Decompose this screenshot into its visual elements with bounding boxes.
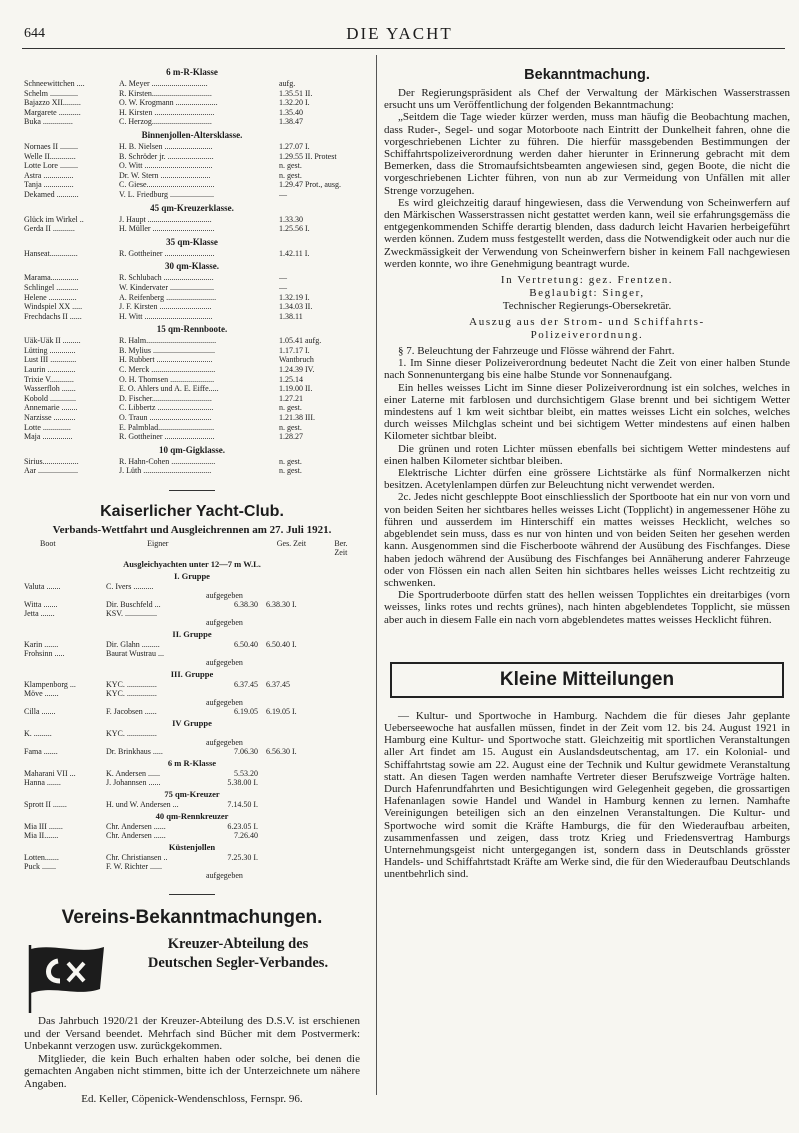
result-row: [24, 215, 360, 225]
kyc-result-row: [24, 800, 360, 809]
kyc-result-row: [24, 600, 360, 609]
status-note: aufgegeben: [206, 618, 243, 627]
kyc-result-row: [24, 707, 360, 716]
boat-name: Hanna .......: [24, 778, 61, 787]
ber-zeit: [266, 729, 360, 738]
result-row: [24, 161, 360, 171]
ber-zeit: [266, 831, 360, 840]
result-time: n. gest.: [279, 161, 302, 171]
result-row: [24, 224, 360, 234]
result-time: 1.34.03 II.: [279, 302, 313, 312]
result-row: [24, 346, 360, 356]
result-row: [24, 108, 360, 118]
boat-name: Möve .......: [24, 689, 59, 698]
ges-zeit: [192, 582, 266, 591]
boat-name: Marama..............: [24, 273, 79, 283]
pennant-flag-icon: [24, 941, 106, 1015]
ges-zeit: [192, 862, 266, 871]
boat-name: Aar ....................: [24, 466, 78, 476]
kyc-result-row: [24, 853, 360, 862]
vereins-signature: Ed. Keller, Cöpenick-Wendenschloss, Fernspr. 96.: [81, 1092, 303, 1105]
extract-heading: [384, 316, 790, 342]
owner-name: B. Schröder jr. .......................: [119, 151, 214, 161]
result-time: n. gest.: [279, 422, 302, 432]
owner-name: C. Merck ................................: [119, 365, 216, 375]
owner-name: H. Rubbert ............................: [119, 355, 213, 365]
boat-name: Uäk-Uäk II .........: [24, 336, 81, 346]
ber-zeit: 6.37.45: [266, 680, 290, 689]
result-row: [24, 190, 360, 200]
status-note: aufgegeben: [206, 871, 243, 880]
class-heading: Binnenjollen-Altersklasse.: [141, 129, 243, 140]
owner-name: Baurat Wustrau ...: [106, 649, 164, 658]
result-time: 1.24.39 IV.: [279, 365, 315, 375]
owner-name: C. Giese..................................: [119, 180, 215, 190]
ges-zeit: 6.19.05: [234, 707, 258, 716]
boat-name: Sirius..................: [24, 456, 79, 466]
result-row: [24, 413, 360, 423]
ber-zeit: 6.56.30 I.: [266, 747, 297, 756]
owner-name: B. Mylius ...............................: [119, 345, 216, 355]
boat-name: Kobold .............: [24, 393, 76, 403]
owner-name: KSV. ................: [106, 609, 157, 618]
extract-heading-line: Auszug aus der Strom- und Schiffahrts-: [469, 316, 705, 329]
boat-name: Bajazzo XII.........: [24, 98, 81, 108]
result-row: [24, 365, 360, 375]
group-heading: II. Gruppe: [172, 629, 212, 639]
boat-name: Puck .......: [24, 862, 56, 871]
owner-name: D. Fischer..............................: [119, 393, 212, 403]
owner-name: F. W. Richter ......: [106, 862, 163, 871]
kleine-paragraph: — Kultur- und Sportwoche in Hamburg. Nachdem die für dieses Jahr geplante Ueberseewoche hat ausfallen müssen, findet in der Zeit vom 12. bis 24. August 1921 in Hamburg eine Kultur- und Sportwoche statt. Gleichzeitig mit sportlichen Veranstaltungen aller Art findet am 15. August ein Auslandsdeutschentag, am 17. ein Kolonial- und Schiffahrtstag sowie am 22. August eine der Technik und Kultur gewidmete Veranstaltung statt. An diesen Tagen werden namhafte Vertreter dieser Berufszweige Vorträge halten. Durch Hafenrundfahrten und Besichtigungen wird Gelegenheit gegeben, die grossartigen Hafenanlagen sowie Handel und Wandel in Hamburg kennen zu lernen. Namhafte Vereinigungen beteiligen sich an den einzelnen Veranstaltungen. Die Kultur- und Sportwoche wird somit die Kräfte Hamburgs, die für den Wiederaufbau arbeiten, zusammenfassen und zeigen, dass trotz Krieg und Friedensvertrag Hamburgs Unternehmungsgeist nicht untergegangen ist, sondern dass in Deutschlands grösster Handels- und Schiffahrtstadt Kräfte am Werke sind, die für den Wiederaufbau Deutschlands unentbehrlich sind.: [384, 709, 790, 881]
result-time: 1.35.51 II.: [279, 88, 313, 98]
owner-name: J. Johannsen ......: [106, 778, 161, 787]
section-separator: [169, 490, 215, 491]
kyc-result-row: [24, 778, 360, 787]
ber-zeit: [266, 800, 360, 809]
owner-name: A. Meyer ............................: [119, 79, 208, 88]
bekanntmachung-paragraph: „Seitdem die Tage wieder kürzer werden, muss man häufig die Beobachtung machen, dass Ruder-, Segel- und sogar Motorboote nach Eintritt der Dunkelheit fahren, ohne die vorgeschriebenen Lichter zu führen. Die hierfür massgebenden Bestimmungen der Schiffahrtspolizeiverordnung werden daher hierunter in Erinnerung gebracht mit dem Bemerken, dass die Stromaufsichtsbeamten angewiesen sind, gegen Boote, die nicht die vorgeschriebenen Lichter führen, von nun ab zur Vermeidung von Unfällen mit aller Strenge vorzugehen.: [384, 111, 790, 197]
result-row: [24, 423, 360, 433]
ber-zeit: [266, 862, 360, 871]
result-row: [24, 273, 360, 283]
bekanntmachung-signature: [384, 274, 790, 313]
boat-name: Maharani VII ...: [24, 769, 76, 778]
boat-name: Schneewittchen ....: [24, 79, 85, 88]
bekanntmachung-text: [384, 87, 790, 270]
ges-zeit: 5.53.20: [234, 769, 258, 778]
status-note: aufgegeben: [206, 591, 243, 600]
result-time: 1.25.56 I.: [279, 224, 310, 234]
boat-name: Frohsinn .....: [24, 649, 65, 658]
boat-name: Trixie V............: [24, 374, 74, 384]
kyc-result-row: [24, 729, 360, 738]
header-rule: [22, 48, 785, 49]
owner-name: Dir. Buschfeld ...: [106, 600, 161, 609]
owner-name: Dr. Brinkhaus .....: [106, 747, 163, 756]
owner-name: O. H. Thomsen ......................: [119, 374, 215, 384]
ges-zeit: 6.50.40: [234, 640, 258, 649]
ges-zeit: 7.26.40: [234, 831, 258, 840]
owner-name: R. Schlubach .........................: [119, 273, 214, 283]
boat-name: Sprott II .......: [24, 800, 67, 809]
owner-name: Chr. Andersen ......: [106, 831, 166, 840]
result-time: 1.38.47: [279, 117, 303, 127]
boat-name: Schlingel ...........: [24, 282, 79, 292]
boat-name: Maja ...............: [24, 432, 73, 442]
kleine-mitteilungen-box: [390, 662, 784, 698]
kyc-result-row: [24, 831, 360, 840]
owner-name: F. Jacobsen ......: [106, 707, 157, 716]
kleine-text: [384, 710, 790, 881]
boat-name: Lotte ..............: [24, 422, 71, 432]
boat-name: K. .........: [24, 729, 52, 738]
result-time: 1.19.00 II.: [279, 384, 313, 394]
signature-line: Beglaubigt: Singer,: [529, 287, 645, 300]
ber-zeit: [266, 689, 360, 698]
result-time: —: [279, 189, 287, 199]
vereins-title: Vereins-Bekanntmachungen.: [61, 907, 323, 928]
kyc-result-row: [24, 680, 360, 689]
class-heading: 15 qm-Rennboote.: [156, 324, 228, 335]
owner-name: C. Libbertz ............................: [119, 403, 214, 413]
owner-name: H. und W. Andersen ...: [106, 800, 179, 809]
boat-name: Margarete ...........: [24, 107, 81, 117]
owner-name: J. F. Kirsten ..........................: [119, 302, 212, 312]
boat-name: Witta .......: [24, 600, 58, 609]
boat-name: Mia III .......: [24, 822, 63, 831]
boat-name: Nornaes II .........: [24, 141, 78, 151]
owner-name: Chr. Christiansen ..: [106, 853, 168, 862]
result-time: 1.29.47 Prot., ausg.: [279, 180, 341, 190]
owner-name: Chr. Andersen ......: [106, 822, 166, 831]
owner-name: R. Gottheiner .........................: [119, 432, 215, 442]
boat-name: Jetta .......: [24, 609, 55, 618]
kyc-column-headers: [24, 539, 360, 557]
result-time: 1.27.07 I.: [279, 141, 310, 151]
result-row: [24, 249, 360, 259]
result-row: [24, 312, 360, 322]
owner-name: J. Haupt ................................: [119, 214, 212, 224]
right-column: [384, 64, 790, 881]
boat-name: Buka ...............: [24, 117, 73, 127]
page-number: 644: [24, 26, 45, 41]
ber-zeit: [266, 778, 360, 787]
ges-zeit: 7.06.30: [234, 747, 258, 756]
result-time: 1.21.38 III.: [279, 413, 315, 423]
header-boot: Boot: [40, 539, 56, 548]
kyc-result-row: [24, 582, 360, 591]
kyc-result-row: [24, 689, 360, 698]
boat-name: Laurin ..............: [24, 365, 76, 375]
signature-line: In Vertretung: gez. Frentzen.: [500, 274, 674, 287]
vereins-text: [24, 1015, 360, 1091]
extract-paragraph: Ein helles weisses Licht im Sinne dieser Polizeiverordnung ist ein solches, welches in einer Laterne mit farblosen und durchsichtigem Glase brennt und bei sichtigem Wetter mindestens auf 1 km weit sichtbar bleibt, ein mattes weisses Licht ein solches, welches durch weisses Milchglas scheint und bei sichtigem Wetter mindestens auf einen halben Kilometer sichtbar bleibt.: [384, 381, 790, 443]
result-row: [24, 98, 360, 108]
group-heading: Küstenjollen: [168, 842, 216, 852]
result-time: 1.33.30: [279, 214, 303, 224]
result-time: n. gest.: [279, 466, 302, 476]
boat-name: Lütting .............: [24, 345, 76, 355]
kleine-mitteilungen-title: Kleine Mitteilungen: [499, 668, 675, 690]
ber-zeit: [266, 609, 360, 618]
owner-name: E. Palmblad............................: [119, 422, 215, 432]
boat-name: Narzisse ...........: [24, 413, 76, 423]
status-note: aufgegeben: [206, 658, 243, 667]
owner-name: H. Kirsten ..............................: [119, 107, 215, 117]
result-row: [24, 355, 360, 365]
result-row: [24, 142, 360, 152]
ber-zeit: 6.38.30 I.: [266, 600, 297, 609]
owner-name: O. W. Krogmann .....................: [119, 98, 218, 108]
bekanntmachung-paragraph: Der Regierungspräsident als Chef der Verwaltung der Märkischen Wasserstrassen ersucht uns um Veröffentlichung der folgenden Bekanntmachung:: [384, 87, 790, 112]
result-time: 1.05.41 aufg.: [279, 336, 322, 346]
vereins-section: [24, 907, 360, 1105]
result-row: [24, 117, 360, 127]
class-heading: 45 qm-Kreuzerklasse.: [150, 202, 234, 213]
kyc-result-row: [24, 609, 360, 618]
result-row: [24, 394, 360, 404]
ges-zeit: 7.25.30 I.: [227, 853, 258, 862]
extract-text: [384, 345, 790, 626]
kyc-result-row: [24, 769, 360, 778]
result-time: —: [279, 282, 287, 292]
kyc-groups: [24, 571, 360, 880]
result-time: n. gest.: [279, 456, 302, 466]
result-time: 1.27.21: [279, 393, 303, 403]
class-heading: 35 qm-Klasse: [166, 236, 218, 247]
kyc-result-row: [24, 649, 360, 658]
kyc-title: Kaiserlicher Yacht-Club.: [100, 503, 284, 520]
kyc-section: [24, 503, 360, 880]
vereins-paragraph: Das Jahrbuch 1920/21 der Kreuzer-Abteilung des D.S.V. ist erschienen und der Versand beendet. Mehrfach sind Bücher mit dem Postvermerk: Unbekannt verzogen usw. zurückgekommen.: [24, 1015, 360, 1053]
boat-name: Mia II.......: [24, 831, 59, 840]
owner-name: Dr. W. Stern .........................: [119, 170, 211, 180]
result-time: 1.29.55 II. Protest: [279, 151, 337, 161]
result-time: aufg.: [279, 79, 296, 88]
result-row: [24, 336, 360, 346]
boat-name: Dekamed ...........: [24, 189, 79, 199]
kyc-result-row: [24, 822, 360, 831]
kyc-result-row: [24, 862, 360, 871]
ges-zeit: [192, 649, 266, 658]
group-heading: 40 qm-Rennkreuzer: [155, 811, 229, 821]
result-time: 1.25.14: [279, 374, 303, 384]
boat-name: Lust III .............: [24, 355, 77, 365]
owner-name: H. B. Nielsen ........................: [119, 141, 213, 151]
boat-name: Gerda II ...........: [24, 224, 75, 234]
boat-name: Lotten.......: [24, 853, 59, 862]
boat-name: Karin .......: [24, 640, 59, 649]
header-ber-zeit: Ber. Zeit: [334, 539, 348, 557]
extract-paragraph: § 7. Beleuchtung der Fahrzeuge und Flösse während der Fahrt.: [398, 345, 675, 358]
status-note: aufgegeben: [206, 738, 243, 747]
group-heading: IV Gruppe: [172, 718, 212, 728]
result-time: n. gest.: [279, 403, 302, 413]
owner-name: KYC. ...............: [106, 680, 157, 689]
kyc-subtitle: Verbands-Wettfahrt und Ausgleichrennen am 27. Juli 1921.: [52, 524, 332, 536]
result-time: Wantbruch: [279, 355, 314, 365]
ges-zeit: 6.38.30: [234, 600, 258, 609]
kyc-result-row: [24, 747, 360, 756]
ber-zeit: 6.50.40 I.: [266, 640, 297, 649]
boat-name: Hanseat..............: [24, 248, 78, 258]
ges-zeit: 5.38.00 I.: [227, 778, 258, 787]
owner-name: R. Gottheiner .........................: [119, 248, 215, 258]
result-time: 1.28.27: [279, 432, 303, 442]
boat-name: Lotte Lore .........: [24, 161, 78, 171]
result-row: [24, 457, 360, 467]
owner-name: R. Hahn-Cohen ......................: [119, 456, 216, 466]
result-row: [24, 89, 360, 99]
result-row: [24, 152, 360, 162]
boat-name: Cilla .......: [24, 707, 56, 716]
ges-zeit: 6.23.05 I.: [227, 822, 258, 831]
owner-name: KYC. ...............: [106, 729, 157, 738]
result-time: 1.17.17 I.: [279, 345, 310, 355]
boat-name: Tanja ...............: [24, 180, 74, 190]
result-time: n. gest.: [279, 170, 302, 180]
ber-zeit: [266, 769, 360, 778]
result-row: [24, 375, 360, 385]
extract-paragraph: Die Sportruderboote dürfen statt des hellen weissen Topplichtes ein dreitarbiges (vorn weisses, links rotes und rechts grünes), nach hinten abgeblendetes Topplicht, sie müssen aber auch in diesem Falle ein nach vorn abgeblendetes mattes weisses Hecklicht führen.: [384, 589, 790, 626]
result-row: [24, 293, 360, 303]
group-heading: 75 qm-Kreuzer: [164, 789, 220, 799]
class-heading: 6 m-R-Klasse: [166, 67, 218, 77]
owner-name: J. Lüth ..................................: [119, 466, 212, 476]
kyc-main-heading: Ausgleichyachten unter 12—7 m W.L.: [123, 559, 261, 569]
group-heading: III. Gruppe: [170, 669, 214, 679]
owner-name: E. O. Ahlers und A. E. Eiffe.....: [119, 384, 219, 394]
ges-zeit: 6.37.45: [234, 680, 258, 689]
boat-name: Windspiel XX .....: [24, 302, 83, 312]
bekanntmachung-paragraph: Es wird gleichzeitig darauf hingewiesen, dass die Verwendung von Scheinwerfern auf den Märkischen Wasserstrassen nicht gestattet werden kann, weil sie erfahrungsgemäss die entgegenkommenden Schiffe derartig blenden, dass dadurch leicht Havarien herbeigeführt werden können. Zudem muss festgestellt werden, dass die Notwendigkeit oder auch nur die Zweckmässigkeit der Verwendung von Scheinwerfern bisher in keinem Fall nachgewiesen werden konnte, wo ihre Genehmigung beantragt wurde.: [384, 196, 790, 270]
extract-paragraph: 2c. Jedes nicht geschleppte Boot einschliesslich der Sportboote hat ein nur von vorn und von beiden Seiten her sichtbares helles weisses Licht (Topplicht) in angemessener Höhe zu führen und ausserdem im Hinterschiff ein mattes weisses Hecklicht, welches so abgeblendet sein muss, dass es nur von hinten und von beiden Seiten her gesehen werden kann. Ausgenommen sind die Fischerboote während der Ausübung des Fischfanges. Diese haben jedoch während der Ausübung des Fischfanges bei Annäherung anderer Fahrzeuge oder von Flössen ein nach allen Seiten hin sichtbares helles weisses Licht rechtzeitig zu schwenken.: [384, 491, 790, 589]
class-heading: 30 qm-Klasse.: [165, 261, 219, 272]
kreuzer-heading-1: Kreuzer-Abteilung des: [167, 936, 309, 952]
owner-name: C. Ivers ..........: [106, 582, 154, 591]
owner-name: R. Halm...................................: [119, 336, 217, 346]
owner-name: R. Kirsten..............................: [119, 88, 212, 98]
owner-name: H. Müller ...............................: [119, 224, 215, 234]
owner-name: C. Herzog..............................: [119, 117, 212, 127]
left-column: [24, 64, 360, 1105]
group-heading: I. Gruppe: [174, 571, 210, 581]
status-note: aufgegeben: [206, 698, 243, 707]
boat-name: Schelm ..............: [24, 88, 78, 98]
result-row: [24, 283, 360, 293]
owner-name: V. L. Friedburg ......................: [119, 189, 215, 199]
boat-name: Wasserfloh .......: [24, 384, 76, 394]
result-time: 1.38.11: [279, 311, 303, 321]
boat-name: Klampenborg ...: [24, 680, 76, 689]
vereins-paragraph: Mitglieder, die kein Buch erhalten haben oder solche, bei denen die gemachten Angaben nicht stimmen, bitte ich der Unterzeichnete um nähere Angaben.: [24, 1052, 360, 1090]
owner-name: K. Andersen ......: [106, 769, 160, 778]
kreuzer-heading-block: [24, 935, 360, 1015]
running-title: DIE YACHT: [346, 24, 453, 43]
extract-paragraph: Elektrische Lichter dürfen eine grössere Lichtstärke als fünf Normalkerzen nicht besitzen. Acetylenlampen dürfen zur Beleuchtung nicht verwendet werden.: [384, 467, 790, 492]
owner-name: Dir. Glahn .........: [106, 640, 160, 649]
group-heading: 6 m R-Klasse: [167, 758, 217, 768]
signature-line: Technischer Regierungs-Obersekretär.: [502, 300, 672, 313]
header-eigner: Eigner: [147, 539, 169, 548]
result-time: 1.32.20 I.: [279, 98, 310, 108]
owner-name: O. Traun ...............................: [119, 413, 212, 423]
ges-zeit: [192, 729, 266, 738]
owner-name: W. Kindervater ......................: [119, 282, 215, 292]
owner-name: KYC. ...............: [106, 689, 157, 698]
race-results: [24, 67, 360, 476]
result-row: [24, 180, 360, 190]
extract-paragraph: 1. Im Sinne dieser Polizeiverordnung bedeutet Nacht die Zeit von einer halben Stunde nach Sonnenuntergang bis eine halbe Stunde vor Sonnenaufgang.: [384, 357, 790, 382]
owner-name: O. Witt ..................................: [119, 161, 213, 171]
kreuzer-heading-2: Deutschen Segler-Verbandes.: [147, 955, 329, 971]
ges-zeit: 7.14.50 I.: [227, 800, 258, 809]
ber-zeit: [266, 582, 360, 591]
result-row: [24, 384, 360, 394]
result-row: [24, 171, 360, 181]
ber-zeit: [266, 649, 360, 658]
boat-name: Astra ...............: [24, 170, 74, 180]
ges-zeit: [192, 609, 266, 618]
bekanntmachung-title: Bekanntmachung.: [524, 67, 650, 83]
ber-zeit: [266, 853, 360, 862]
section-separator: [169, 894, 215, 895]
boat-name: Valuta .......: [24, 582, 61, 591]
boat-name: Glück im Wirkel ..: [24, 214, 84, 224]
result-time: 1.42.11 I.: [279, 248, 310, 258]
owner-name: A. Reifenberg .........................: [119, 292, 217, 302]
result-time: 1.35.40: [279, 107, 303, 117]
class-heading: 10 qm-Gigklasse.: [158, 444, 225, 455]
boat-name: Welle II.............: [24, 151, 76, 161]
result-row: [24, 466, 360, 476]
result-row: [24, 79, 360, 89]
boat-name: Frechdachs II ......: [24, 311, 82, 321]
result-time: 1.32.19 I.: [279, 292, 310, 302]
boat-name: Annemarie ........: [24, 403, 78, 413]
result-row: [24, 403, 360, 413]
column-divider: [376, 55, 377, 1095]
ber-zeit: [266, 822, 360, 831]
extract-heading-line: Polizeiverordnung.: [530, 329, 644, 342]
boat-name: Fama .......: [24, 747, 58, 756]
result-time: —: [279, 273, 287, 283]
kyc-result-row: [24, 640, 360, 649]
extract-paragraph: Die grünen und roten Lichter müssen ebenfalls bei sichtigem Wetter mindestens auf einen halben Kilometer sichtbar bleiben.: [384, 442, 790, 467]
result-row: [24, 432, 360, 442]
ges-zeit: [192, 689, 266, 698]
header-ges-zeit: Ges. Zeit: [276, 539, 307, 548]
owner-name: H. Witt ..................................: [119, 311, 213, 321]
result-row: [24, 302, 360, 312]
ber-zeit: 6.19.05 I.: [266, 707, 297, 716]
boat-name: Helene ..............: [24, 292, 77, 302]
